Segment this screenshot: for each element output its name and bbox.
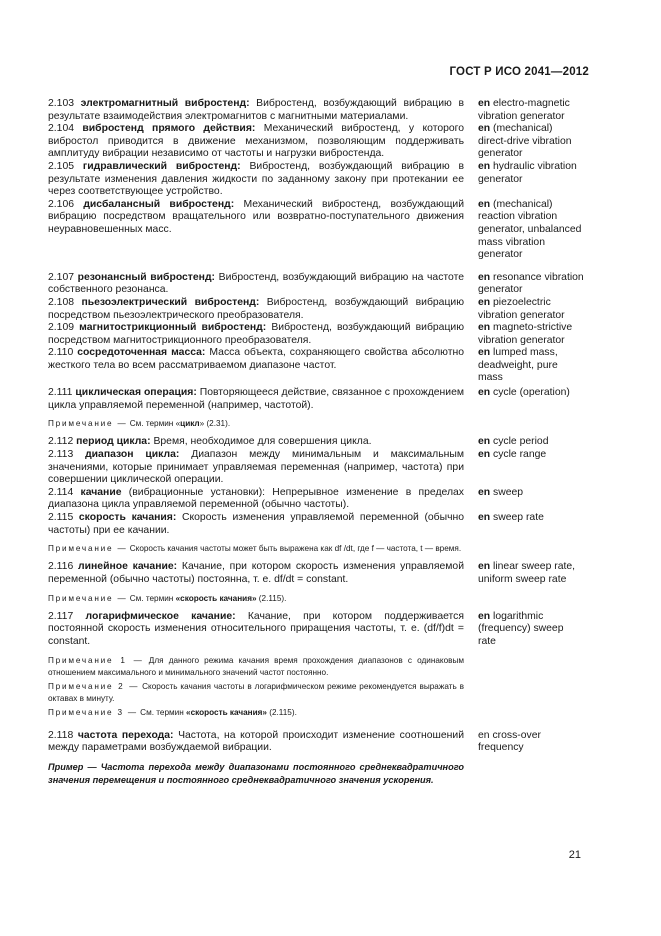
page-number: 21 [568, 849, 581, 861]
note: Примечание — См. термин «цикл» (2.31). [48, 419, 231, 429]
term-number: 2.116 [48, 561, 74, 573]
term-title: скорость качания: [78, 512, 177, 524]
term-number: 2.117 [48, 610, 74, 622]
term-definition: Вибростенд, возбуждающий вибрацию посредством магнитострикционного преобразователя. [48, 322, 464, 346]
lang-code: en [478, 610, 491, 622]
lang-code: en [478, 322, 491, 334]
term-title: диапазон цикла: [85, 449, 180, 461]
term-title: сосредоточенная масса: [77, 347, 206, 359]
term-entry [48, 449, 584, 487]
term-entry [48, 611, 584, 649]
term-title: циклическая операция: [75, 387, 197, 399]
term-number: 2.107 [48, 271, 75, 283]
term-number: 2.109 [48, 322, 75, 334]
english-term: cycle (operation) [493, 387, 570, 399]
lang-code: en [478, 561, 491, 573]
term-entry [48, 512, 584, 537]
term-definition: Частота, на которой происходит изменение соотношений между параметрами возбуждаемой вибрации. [48, 729, 464, 754]
term-definition: Вибростенд, возбуждающий вибрацию на частоте собственного резонанса. [48, 271, 465, 296]
term-entry [48, 123, 584, 161]
term-definition: Диапазон между минимальным и максимальным значениями, которые принимает управляемая переменная (например, частота) при совершении циклической операции. [48, 449, 465, 486]
term-number: 2.118 [48, 729, 74, 741]
term-entry [48, 730, 584, 755]
term-definition: Механический вибростенд, у которого вибростол приводится в движение механизмом, позволяющим поддерживать амплитуду вибрации независимо от частоты и нагрузки вибростенда. [48, 123, 465, 160]
note: Примечание 3 — См. термин «скорость качания» (2.115). [48, 708, 297, 718]
term-number: 2.108 [48, 296, 75, 308]
term-definition: Вибростенд, возбуждающий вибрацию в результате изменения давления жидкости по заданному закону при протекании ее через соответствующее устройство. [48, 160, 464, 198]
term-entry [48, 297, 584, 322]
lang-code: en [478, 160, 491, 172]
term-reference: цикл [180, 419, 200, 429]
example-text: Пример — Частота перехода между диапазонами постоянного среднеквадратичного значения перемещения и постоянного среднеквадратичного значения ускорения. [48, 761, 464, 785]
term-title: вибростенд прямого действия: [82, 123, 256, 135]
english-term: lumped mass, deadweight, pure mass [478, 347, 558, 384]
term-definition: Качание, при котором поддерживается постоянной скорость изменения относительного приращения частоты, т. е. (df/f)dt = constant. [48, 610, 464, 647]
lang-code: en [478, 98, 491, 109]
lang-code: en [478, 296, 491, 308]
term-title: период цикла: [76, 436, 151, 448]
note-label: Примечание — [48, 419, 128, 429]
term-entry [48, 387, 584, 412]
lang-code: en [478, 436, 491, 448]
lang-code: en [478, 486, 491, 498]
note: Примечание — Скорость качания частоты может быть выражена как df /dt, где f — частота, t — время. [48, 544, 462, 554]
lang-code: en [478, 347, 491, 359]
term-definition: Масса объекта, сохраняющего свойства абсолютно жесткого тела во всем рассматриваемом диапазоне частот. [48, 347, 464, 371]
term-entry [48, 347, 584, 385]
term-definition: Механический вибростенд, возбуждающий вибрацию посредством вращательного или возвратно-поступательного движения неуравновешенных масс. [48, 198, 464, 235]
term-number: 2.111 [48, 387, 73, 399]
term-title: пьезоэлектрический вибростенд: [81, 296, 260, 308]
term-number: 2.103 [48, 98, 75, 109]
term-title: гидравлический вибростенд: [82, 160, 241, 172]
term-reference: «скорость качания» [186, 708, 267, 718]
english-term: (mechanical) reaction vibration generator, unbalanced mass vibration generator [478, 198, 582, 261]
english-term: piezoelectric vibration generator [478, 296, 565, 321]
term-entry [48, 487, 584, 512]
english-term: resonance vibration generator [478, 271, 584, 296]
english-term: cycle period [493, 436, 549, 448]
term-definition: Вибростенд, возбуждающий вибрацию посредством пьезоэлектрического преобразователя. [48, 296, 464, 321]
english-term: sweep rate [493, 512, 544, 524]
term-number: 2.115 [48, 512, 74, 524]
term-definition: Скорость изменения управляемой переменной (обычно частоты) при ее качании. [48, 512, 465, 536]
term-entry [48, 98, 584, 123]
english-term: hydraulic vibration generator [478, 160, 577, 185]
english-term: sweep [493, 486, 524, 498]
note-label: Примечание 1 — [48, 655, 144, 665]
note: Примечание — См. термин «скорость качания» (2.115). [48, 593, 287, 603]
term-number: 2.114 [48, 486, 74, 498]
term-title: электромагнитный вибростенд: [80, 98, 250, 109]
note: Примечание 1 — Для данного режима качания время прохождения диапазонов с одинаковым отношением максимального и минимального значений частот постоянно. [48, 655, 464, 677]
english-term: electro-magnetic vibration generator [478, 98, 570, 122]
lang-code: en [478, 123, 491, 135]
term-definition: Повторяющееся действие, связанное с прохождением цикла управляемой переменной (например, частотой). [48, 387, 465, 411]
term-number: 2.113 [48, 449, 74, 461]
lang-code: en [478, 449, 491, 461]
term-title: качание [80, 486, 122, 498]
lang-code: en [478, 198, 491, 210]
terms-list [48, 98, 584, 787]
term-title: магнитострикционный вибростенд: [79, 322, 267, 334]
note: Примечание 2 — Скорость качания частоты в логарифмическом режиме рекомендуется выражать в октавах в минуту. [48, 681, 464, 704]
term-definition: Вибростенд, возбуждающий вибрацию в результате взаимодействия электромагнитов с магнитными материалами. [48, 98, 464, 122]
term-number: 2.104 [48, 123, 75, 135]
term-definition: (вибрационные установки): Непрерывное изменение в пределах диапазона цикла управляемой переменной (обычно частоты). [48, 486, 465, 511]
english-term: linear sweep rate, uniform sweep rate [478, 561, 576, 585]
document-header: ГОСТ Р ИСО 2041—2012 [449, 66, 589, 78]
lang-code: en [478, 512, 491, 524]
term-entry [48, 561, 584, 586]
term-entry [48, 436, 584, 449]
term-title: линейное качание: [78, 561, 178, 573]
term-number: 2.106 [48, 198, 75, 210]
english-term: magneto-strictive vibration generator [478, 322, 573, 346]
note-label: Примечание 2 — [48, 681, 140, 691]
term-title: дисбалансный вибростенд: [83, 198, 235, 210]
lang-code: en [478, 387, 491, 399]
english-term: cycle range [493, 449, 547, 461]
term-title: резонансный вибростенд: [77, 271, 216, 283]
note-label: Примечание — [48, 544, 128, 554]
note-label: Примечание — [48, 593, 128, 603]
english-term: en cross-over frequency [478, 729, 541, 754]
term-number: 2.112 [48, 436, 74, 448]
term-number: 2.110 [48, 347, 74, 359]
term-entry [48, 322, 584, 347]
term-definition: Время, необходимое для совершения цикла. [153, 436, 372, 448]
term-reference: «скорость качания» [175, 593, 257, 603]
term-entry [48, 199, 584, 262]
term-title: частота перехода: [77, 729, 174, 741]
term-title: логарифмическое качание: [85, 610, 236, 622]
term-entry [48, 272, 584, 297]
english-term: logarithmic (frequency) sweep rate [478, 610, 564, 647]
note-label: Примечание 3 — [48, 708, 138, 718]
term-definition: Качание, при котором скорость изменения управляемой переменной (обычно частоты) постоянна, т. е. df/dt = constant. [48, 561, 464, 585]
lang-code: en [478, 271, 491, 283]
term-number: 2.105 [48, 160, 75, 172]
english-term: (mechanical) direct-drive vibration generator [478, 123, 572, 160]
term-entry [48, 161, 584, 199]
